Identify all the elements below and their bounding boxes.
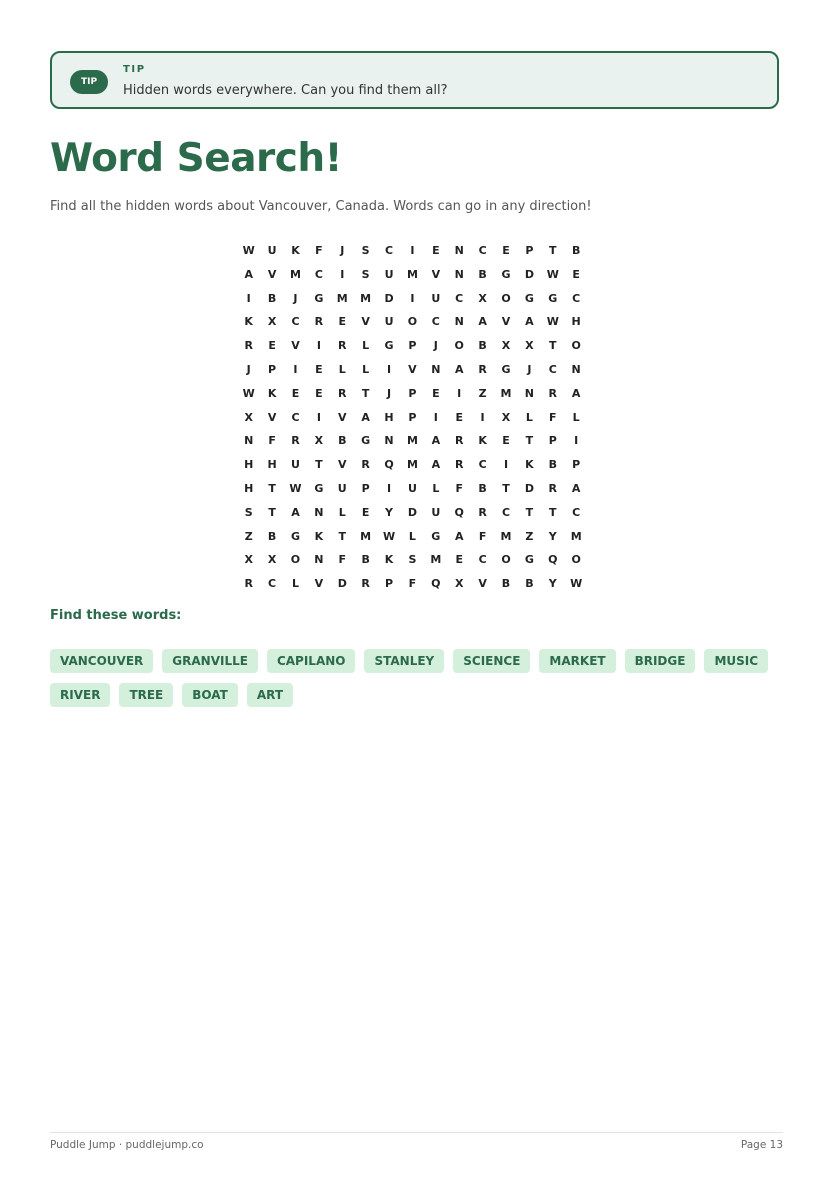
- grid-letter[interactable]: G: [314, 481, 324, 495]
- grid-letter[interactable]: J: [246, 362, 251, 376]
- grid-letter[interactable]: B: [548, 458, 557, 472]
- grid-letter[interactable]: M: [430, 553, 442, 567]
- grid-letter[interactable]: I: [386, 362, 392, 376]
- word-chip: VANCOUVER: [50, 649, 153, 673]
- grid-letter[interactable]: C: [455, 291, 464, 305]
- grid-letter[interactable]: J: [293, 291, 298, 305]
- grid-letter[interactable]: L: [338, 362, 346, 376]
- grid-letter[interactable]: X: [501, 410, 511, 424]
- grid-letter[interactable]: U: [337, 481, 347, 495]
- grid-letter[interactable]: M: [500, 529, 512, 543]
- grid-letter[interactable]: L: [432, 481, 440, 495]
- grid-letter[interactable]: F: [408, 577, 417, 591]
- grid-letter[interactable]: O: [290, 553, 301, 567]
- grid-letter[interactable]: G: [384, 339, 394, 353]
- grid-letter[interactable]: M: [570, 529, 582, 543]
- grid-letter[interactable]: P: [548, 434, 557, 448]
- grid-letter[interactable]: N: [314, 505, 324, 519]
- word-chip: GRANVILLE: [162, 649, 258, 673]
- grid-letter[interactable]: P: [572, 458, 581, 472]
- grid-letter[interactable]: W: [382, 529, 396, 543]
- grid-letter[interactable]: T: [525, 434, 534, 448]
- grid-letter[interactable]: G: [314, 291, 324, 305]
- grid-letter[interactable]: Q: [548, 553, 558, 567]
- grid-letter[interactable]: N: [454, 244, 464, 257]
- grid-letter[interactable]: D: [384, 291, 394, 305]
- grid-letter[interactable]: T: [361, 386, 370, 400]
- grid-letter[interactable]: M: [406, 458, 418, 472]
- grid-letter[interactable]: E: [315, 362, 323, 376]
- grid-letter[interactable]: Z: [244, 529, 253, 543]
- grid-letter[interactable]: C: [385, 244, 394, 257]
- grid-letter[interactable]: C: [501, 505, 511, 519]
- grid-letter[interactable]: V: [408, 362, 417, 376]
- grid-letter[interactable]: K: [478, 434, 487, 448]
- grid-letter[interactable]: N: [454, 267, 464, 281]
- grid-letter[interactable]: C: [572, 291, 581, 305]
- word-list: [50, 649, 780, 707]
- grid-letter[interactable]: G: [524, 291, 534, 305]
- grid-letter[interactable]: U: [384, 267, 394, 281]
- grid-letter[interactable]: I: [293, 362, 298, 376]
- grid-letter[interactable]: N: [314, 553, 324, 567]
- grid-letter[interactable]: G: [501, 267, 511, 281]
- grid-letter[interactable]: R: [244, 339, 253, 353]
- grid-letter[interactable]: E: [502, 434, 510, 448]
- grid-letter[interactable]: R: [454, 458, 464, 472]
- grid-letter[interactable]: M: [290, 267, 301, 281]
- grid-letter[interactable]: N: [524, 386, 534, 400]
- grid-letter[interactable]: U: [407, 481, 417, 495]
- grid-letter[interactable]: H: [267, 458, 277, 472]
- grid-letter[interactable]: S: [244, 505, 253, 519]
- grid-letter[interactable]: A: [431, 434, 441, 448]
- grid-letter[interactable]: C: [478, 244, 487, 257]
- grid-letter[interactable]: C: [268, 577, 277, 591]
- grid-letter[interactable]: N: [431, 362, 441, 376]
- grid-letter[interactable]: T: [315, 458, 323, 472]
- grid-letter[interactable]: N: [384, 434, 394, 448]
- grid-letter[interactable]: T: [338, 529, 347, 543]
- grid-letter[interactable]: J: [340, 244, 345, 257]
- grid-letter[interactable]: A: [454, 529, 464, 543]
- grid-letter[interactable]: L: [291, 577, 299, 591]
- grid-letter[interactable]: J: [527, 362, 532, 376]
- grid-letter[interactable]: D: [524, 481, 534, 495]
- footer-site: Puddle Jump · puddlejump.co: [50, 1139, 204, 1151]
- grid-letter[interactable]: E: [291, 386, 300, 400]
- grid-letter[interactable]: K: [291, 244, 300, 257]
- grid-letter[interactable]: F: [338, 553, 347, 567]
- grid-letter[interactable]: E: [572, 267, 580, 281]
- grid-letter[interactable]: L: [362, 339, 370, 353]
- grid-letter[interactable]: H: [244, 481, 254, 495]
- word-chip: RIVER: [50, 683, 110, 707]
- grid-letter[interactable]: I: [316, 339, 321, 353]
- grid-letter[interactable]: R: [548, 386, 558, 400]
- grid-letter[interactable]: L: [362, 362, 370, 376]
- grid-letter[interactable]: F: [549, 410, 557, 424]
- grid-letter[interactable]: N: [244, 434, 254, 448]
- grid-letter[interactable]: U: [267, 244, 277, 257]
- grid-letter[interactable]: P: [268, 362, 277, 376]
- grid-letter[interactable]: O: [407, 315, 418, 329]
- tip-text: Hidden words everywhere. Can you find them all?: [123, 83, 448, 98]
- grid-letter[interactable]: B: [501, 577, 511, 591]
- word-chip: BOAT: [182, 683, 238, 707]
- grid-letter[interactable]: I: [433, 410, 438, 424]
- word-chip: CAPILANO: [267, 649, 356, 673]
- grid-letter[interactable]: I: [386, 481, 392, 495]
- grid-letter[interactable]: C: [548, 362, 557, 376]
- grid-letter[interactable]: B: [571, 244, 581, 257]
- grid-letter[interactable]: E: [455, 410, 463, 424]
- grid-letter[interactable]: T: [268, 481, 276, 495]
- grid-letter[interactable]: K: [384, 553, 394, 567]
- grid-letter[interactable]: L: [408, 529, 416, 543]
- grid-letter[interactable]: R: [338, 386, 347, 400]
- grid-letter[interactable]: X: [244, 553, 253, 567]
- grid-letter[interactable]: Q: [384, 458, 394, 472]
- grid-letter[interactable]: C: [314, 267, 323, 281]
- grid-letter[interactable]: E: [268, 339, 276, 353]
- grid-letter[interactable]: K: [244, 315, 253, 329]
- grid-letter[interactable]: J: [433, 339, 438, 353]
- grid-letter[interactable]: T: [268, 505, 276, 519]
- tip-badge: TIP: [70, 70, 108, 94]
- grid-letter[interactable]: G: [361, 434, 371, 448]
- grid-letter[interactable]: C: [572, 505, 581, 519]
- grid-letter[interactable]: V: [291, 339, 300, 353]
- grid-letter[interactable]: B: [478, 339, 487, 353]
- grid-letter[interactable]: Z: [478, 386, 487, 400]
- grid-letter[interactable]: P: [408, 386, 417, 400]
- grid-letter[interactable]: H: [244, 458, 254, 472]
- grid-letter[interactable]: X: [267, 553, 277, 567]
- word-chip: STANLEY: [364, 649, 444, 673]
- grid-letter[interactable]: X: [454, 577, 464, 591]
- grid-letter[interactable]: M: [336, 291, 348, 305]
- grid-letter[interactable]: R: [478, 362, 487, 376]
- grid-letter[interactable]: G: [524, 553, 534, 567]
- grid-letter[interactable]: B: [267, 529, 277, 543]
- grid-letter[interactable]: E: [432, 244, 440, 257]
- grid-letter[interactable]: V: [267, 267, 277, 281]
- grid-letter[interactable]: I: [457, 386, 462, 400]
- grid-letter[interactable]: D: [407, 505, 417, 519]
- grid-letter[interactable]: N: [454, 315, 464, 329]
- grid-letter[interactable]: B: [478, 267, 487, 281]
- grid-letter[interactable]: U: [431, 291, 441, 305]
- grid-letter[interactable]: L: [572, 410, 580, 424]
- grid-letter[interactable]: P: [385, 577, 394, 591]
- grid-letter[interactable]: Y: [548, 577, 557, 591]
- grid-letter[interactable]: B: [361, 553, 370, 567]
- grid-letter[interactable]: A: [244, 267, 253, 281]
- grid-letter[interactable]: Q: [454, 505, 464, 519]
- grid-letter[interactable]: F: [455, 481, 463, 495]
- grid-letter[interactable]: V: [501, 315, 511, 329]
- grid-letter[interactable]: O: [571, 339, 581, 353]
- grid-letter[interactable]: K: [525, 458, 534, 472]
- grid-letter[interactable]: R: [338, 339, 347, 353]
- grid-letter[interactable]: H: [384, 410, 394, 424]
- grid-letter[interactable]: F: [315, 244, 323, 257]
- grid-letter[interactable]: M: [500, 386, 512, 400]
- grid-letter[interactable]: U: [384, 315, 394, 329]
- grid-letter[interactable]: C: [478, 553, 487, 567]
- grid-letter[interactable]: V: [431, 267, 441, 281]
- grid-letter[interactable]: G: [501, 362, 511, 376]
- grid-letter[interactable]: H: [571, 315, 581, 329]
- grid-letter[interactable]: Q: [431, 577, 441, 591]
- grid-letter[interactable]: W: [289, 481, 302, 495]
- word-chip: MARKET: [539, 649, 615, 673]
- grid-letter[interactable]: T: [549, 505, 557, 519]
- grid-letter[interactable]: Y: [385, 505, 394, 519]
- grid-letter[interactable]: S: [361, 267, 370, 281]
- grid-letter[interactable]: I: [246, 291, 251, 305]
- grid-letter[interactable]: C: [431, 315, 440, 329]
- grid-letter[interactable]: V: [314, 577, 324, 591]
- grid-letter[interactable]: P: [361, 481, 370, 495]
- grid-letter[interactable]: V: [338, 410, 347, 424]
- grid-letter[interactable]: E: [455, 553, 463, 567]
- grid-letter[interactable]: V: [267, 410, 277, 424]
- grid-letter[interactable]: G: [290, 529, 300, 543]
- grid-letter[interactable]: X: [478, 291, 487, 305]
- word-chip: MUSIC: [704, 649, 768, 673]
- grid-letter[interactable]: M: [406, 267, 418, 281]
- word-chip: ART: [247, 683, 293, 707]
- grid-letter[interactable]: R: [478, 505, 487, 519]
- grid-letter[interactable]: W: [546, 315, 559, 329]
- grid-letter[interactable]: Y: [548, 529, 557, 543]
- grid-letter[interactable]: C: [291, 410, 300, 424]
- grid-letter[interactable]: E: [338, 315, 347, 329]
- tip-label: TIP: [123, 64, 146, 75]
- grid-letter[interactable]: P: [525, 244, 534, 257]
- grid-letter[interactable]: U: [431, 505, 441, 519]
- word-chip: TREE: [119, 683, 173, 707]
- grid-letter[interactable]: J: [386, 386, 392, 400]
- grid-letter[interactable]: I: [480, 410, 485, 424]
- grid-letter[interactable]: S: [361, 244, 370, 257]
- grid-letter[interactable]: O: [501, 291, 511, 305]
- grid-letter[interactable]: I: [340, 267, 345, 281]
- grid-letter[interactable]: G: [548, 291, 558, 305]
- grid-letter[interactable]: U: [291, 458, 300, 472]
- grid-letter[interactable]: B: [267, 291, 277, 305]
- grid-letter[interactable]: R: [361, 458, 370, 472]
- grid-letter[interactable]: D: [337, 577, 347, 591]
- grid-letter[interactable]: T: [549, 339, 557, 353]
- grid-letter[interactable]: V: [338, 458, 347, 472]
- grid-letter[interactable]: D: [524, 267, 534, 281]
- grid-letter[interactable]: B: [525, 577, 534, 591]
- grid-letter[interactable]: N: [571, 362, 581, 376]
- grid-letter[interactable]: X: [525, 339, 534, 353]
- grid-letter[interactable]: E: [315, 386, 323, 400]
- grid-letter[interactable]: Z: [525, 529, 534, 543]
- grid-letter[interactable]: O: [454, 339, 464, 353]
- word-chip: BRIDGE: [625, 649, 696, 673]
- grid-letter[interactable]: B: [338, 434, 347, 448]
- page-subtitle: Find all the hidden words about Vancouver, Canada. Words can go in any direction!: [50, 199, 592, 214]
- grid-letter[interactable]: M: [360, 529, 372, 543]
- grid-letter[interactable]: I: [574, 434, 579, 448]
- grid-letter[interactable]: A: [454, 362, 464, 376]
- grid-letter[interactable]: L: [525, 410, 533, 424]
- grid-letter[interactable]: A: [431, 458, 441, 472]
- grid-letter[interactable]: W: [546, 267, 559, 281]
- grid-letter[interactable]: R: [548, 481, 558, 495]
- grid-letter[interactable]: M: [360, 291, 372, 305]
- grid-letter[interactable]: X: [501, 339, 511, 353]
- grid-letter[interactable]: W: [570, 577, 583, 591]
- tip-box: [50, 51, 779, 109]
- grid-letter[interactable]: A: [478, 315, 487, 329]
- grid-letter[interactable]: I: [410, 244, 415, 257]
- grid-letter[interactable]: T: [525, 505, 534, 519]
- grid-letter[interactable]: A: [361, 410, 370, 424]
- grid-letter[interactable]: T: [502, 481, 510, 495]
- grid-letter[interactable]: X: [267, 315, 277, 329]
- grid-letter[interactable]: K: [314, 529, 324, 543]
- grid-letter[interactable]: A: [525, 315, 534, 329]
- grid-letter[interactable]: X: [244, 410, 253, 424]
- grid-letter[interactable]: F: [268, 434, 276, 448]
- grid-letter[interactable]: R: [291, 434, 300, 448]
- grid-letter[interactable]: V: [478, 577, 487, 591]
- grid-letter[interactable]: A: [291, 505, 300, 519]
- grid-letter[interactable]: C: [478, 458, 487, 472]
- word-list-label: Find these words:: [50, 608, 182, 623]
- grid-letter[interactable]: W: [242, 244, 255, 257]
- grid-letter[interactable]: A: [571, 386, 581, 400]
- grid-letter[interactable]: I: [316, 410, 321, 424]
- grid-letter[interactable]: E: [361, 505, 370, 519]
- grid-letter[interactable]: A: [571, 481, 581, 495]
- grid-letter[interactable]: O: [571, 553, 581, 567]
- grid-letter[interactable]: T: [549, 244, 557, 257]
- grid-letter[interactable]: X: [314, 434, 324, 448]
- letter-grid: [237, 239, 588, 596]
- grid-letter[interactable]: E: [432, 386, 440, 400]
- grid-letter[interactable]: R: [244, 577, 253, 591]
- footer-divider: [50, 1132, 783, 1133]
- grid-letter[interactable]: R: [361, 577, 370, 591]
- grid-letter[interactable]: O: [501, 553, 511, 567]
- grid-letter[interactable]: B: [478, 481, 487, 495]
- footer-page-number: Page 13: [740, 1139, 783, 1151]
- grid-letter[interactable]: P: [408, 410, 417, 424]
- grid-letter[interactable]: M: [406, 434, 418, 448]
- grid-letter[interactable]: I: [503, 458, 509, 472]
- grid-letter[interactable]: R: [314, 315, 324, 329]
- grid-letter[interactable]: S: [408, 553, 417, 567]
- page-title: Word Search!: [50, 136, 342, 181]
- grid-letter[interactable]: W: [242, 386, 255, 400]
- grid-letter[interactable]: L: [338, 505, 346, 519]
- grid-letter[interactable]: E: [502, 244, 510, 257]
- grid-letter[interactable]: V: [361, 315, 370, 329]
- grid-letter[interactable]: C: [291, 315, 300, 329]
- word-chip: SCIENCE: [453, 649, 530, 673]
- grid-letter[interactable]: G: [431, 529, 441, 543]
- grid-letter[interactable]: F: [478, 529, 487, 543]
- grid-letter[interactable]: R: [454, 434, 464, 448]
- grid-letter[interactable]: K: [267, 386, 277, 400]
- grid-letter[interactable]: P: [408, 339, 417, 353]
- grid-letter[interactable]: I: [410, 291, 415, 305]
